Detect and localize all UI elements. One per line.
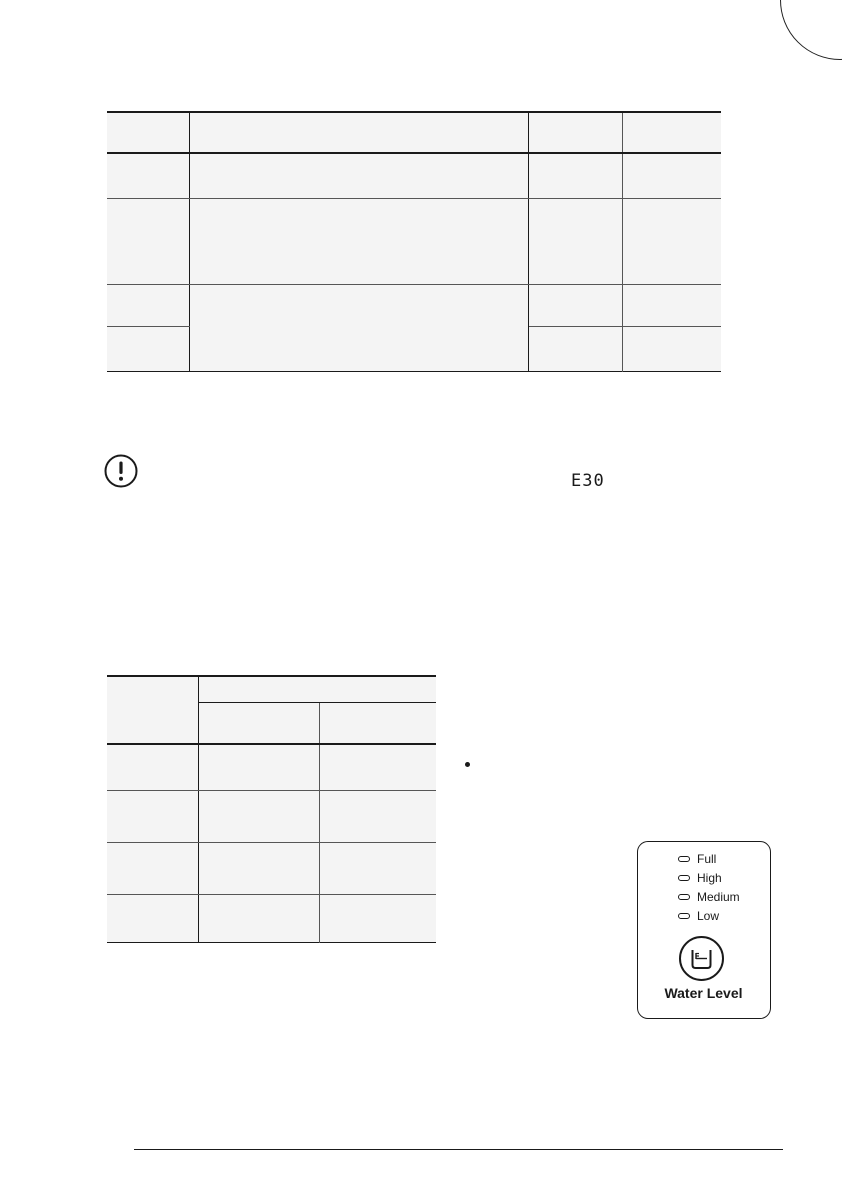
table-header-cell <box>528 112 622 153</box>
level-label: Medium <box>697 890 740 904</box>
table-row <box>107 744 436 791</box>
table-cell <box>107 285 189 327</box>
table-cell <box>107 199 189 285</box>
table-cell <box>107 744 198 791</box>
table-cell <box>622 153 721 199</box>
level-low-row <box>678 908 719 924</box>
led-indicator-icon <box>678 856 690 862</box>
table-cell <box>198 843 319 895</box>
table-cell <box>528 285 622 327</box>
table-bottom <box>107 675 436 943</box>
led-indicator-icon <box>678 894 690 900</box>
table-cell <box>189 199 528 285</box>
level-label: High <box>697 871 722 885</box>
table-cell <box>189 153 528 199</box>
table-cell <box>319 791 436 843</box>
table-row <box>107 791 436 843</box>
table-cell <box>107 153 189 199</box>
table-cell <box>622 327 721 372</box>
table-top <box>107 111 721 372</box>
level-high-row <box>678 870 722 886</box>
level-label: Low <box>697 909 720 923</box>
table-header-cell <box>622 112 721 153</box>
table-cell <box>622 199 721 285</box>
table-header-cell <box>198 703 319 745</box>
error-code-display: E30 <box>571 471 605 491</box>
table-cell <box>528 153 622 199</box>
table-cell <box>319 843 436 895</box>
table-header-cell <box>189 112 528 153</box>
table-header-cell <box>107 112 189 153</box>
table-cell <box>198 895 319 943</box>
table-row <box>107 153 721 199</box>
table-header-row <box>107 112 721 153</box>
table-cell <box>528 199 622 285</box>
table-header-cell <box>107 676 198 744</box>
table-cell <box>107 791 198 843</box>
table-cell <box>528 327 622 372</box>
table-header-cell <box>319 703 436 745</box>
table-cell <box>107 895 198 943</box>
table-header-row <box>107 676 436 703</box>
table-cell <box>198 744 319 791</box>
page-corner-arc <box>780 0 842 60</box>
exclamation-circle-icon <box>104 454 138 488</box>
table-cell <box>198 791 319 843</box>
table-cell <box>107 327 189 372</box>
table-row <box>107 843 436 895</box>
table-cell <box>622 285 721 327</box>
table-cell <box>319 744 436 791</box>
table-row <box>107 199 721 285</box>
led-indicator-icon <box>678 875 690 881</box>
table-row <box>107 895 436 943</box>
water-tub-icon <box>681 938 722 979</box>
bullet-point <box>465 762 470 767</box>
level-label: Full <box>697 852 717 866</box>
table-header-cell <box>198 676 436 703</box>
level-medium-row <box>678 889 740 905</box>
table-cell <box>107 843 198 895</box>
level-full-row <box>678 851 716 867</box>
table-cell <box>319 895 436 943</box>
led-indicator-icon <box>678 913 690 919</box>
footer-rule <box>134 1149 783 1150</box>
table-cell <box>189 285 528 372</box>
water-level-panel <box>637 841 771 1019</box>
table-row <box>107 285 721 327</box>
water-level-title: Water Level <box>664 985 743 1001</box>
water-level-button[interactable] <box>679 936 724 981</box>
